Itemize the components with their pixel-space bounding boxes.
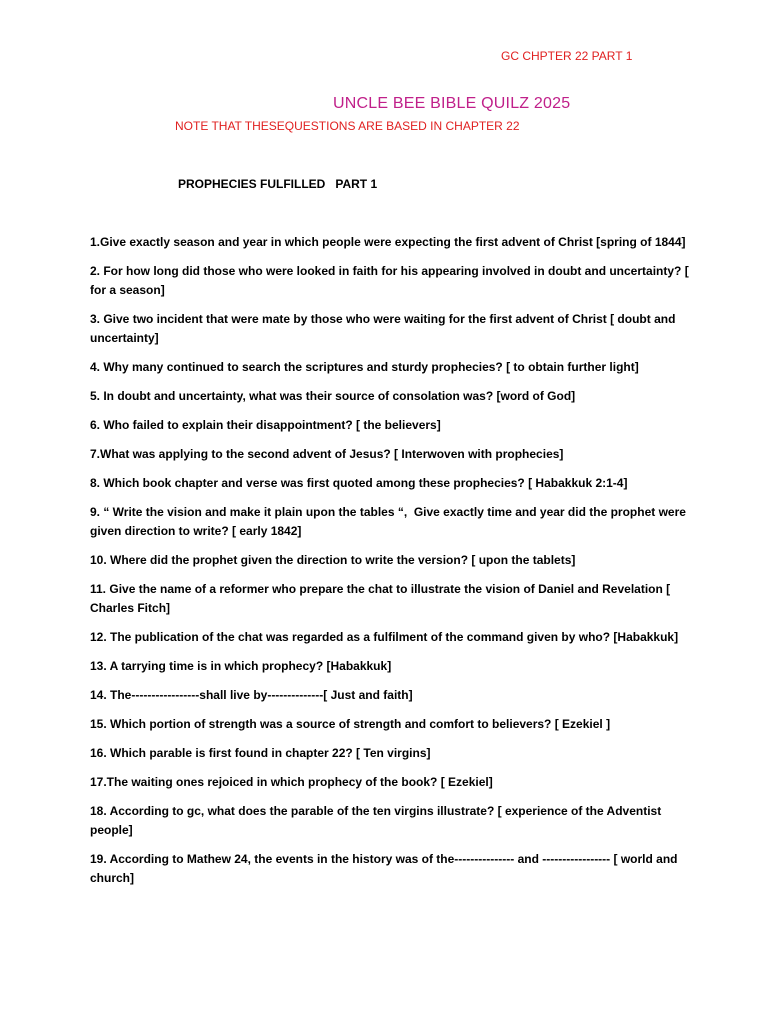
- question-item: 16. Which parable is first found in chapter 22? [ Ten virgins]: [90, 746, 431, 760]
- chapter-note: NOTE THAT THESEQUESTIONS ARE BASED IN CHAPTER 22: [175, 119, 520, 133]
- question-item: 11. Give the name of a reformer who prepare the chat to illustrate the vision of Daniel and Revelation [ Charles Fitch]: [90, 582, 674, 615]
- question-item: 7.What was applying to the second advent of Jesus? [ Interwoven with prophecies]: [90, 447, 564, 461]
- section-heading: PROPHECIES FULFILLED PART 1: [178, 177, 378, 191]
- question-item: 1.Give exactly season and year in which people were expecting the first advent of Christ [spring of 1844]: [90, 235, 686, 249]
- question-item: 2. For how long did those who were looked in faith for his appearing involved in doubt and uncertainty? [ for a season]: [90, 264, 693, 297]
- question-item: 13. A tarrying time is in which prophecy? [Habakkuk]: [90, 659, 392, 673]
- question-list: [90, 233, 693, 898]
- question-item: 19. According to Mathew 24, the events in the history was of the--------------- and ----------------- [ world and church]: [90, 852, 681, 885]
- question-item: 12. The publication of the chat was regarded as a fulfilment of the command given by who? [Habakkuk]: [90, 630, 679, 644]
- question-item: 9. “ Write the vision and make it plain upon the tables “, Give exactly time and year did the prophet were given direction to write? [ early 1842]: [90, 505, 690, 538]
- question-item: 4. Why many continued to search the scriptures and sturdy prophecies? [ to obtain further light]: [90, 360, 639, 374]
- question-item: 3. Give two incident that were mate by those who were waiting for the first advent of Christ [ doubt and uncertainty]: [90, 312, 679, 345]
- question-item: 6. Who failed to explain their disappointment? [ the believers]: [90, 418, 441, 432]
- question-item: 14. The-----------------shall live by--------------[ Just and faith]: [90, 688, 413, 702]
- question-item: 5. In doubt and uncertainty, what was their source of consolation was? [word of God]: [90, 389, 576, 403]
- question-item: 10. Where did the prophet given the direction to write the version? [ upon the tablets]: [90, 553, 576, 567]
- question-item: 15. Which portion of strength was a source of strength and comfort to believers? [ Ezekiel ]: [90, 717, 611, 731]
- page-title: UNCLE BEE BIBLE QUILZ 2025: [333, 95, 571, 112]
- question-item: 18. According to gc, what does the parable of the ten virgins illustrate? [ experience of the Adventist people]: [90, 804, 665, 837]
- question-item: 8. Which book chapter and verse was first quoted among these prophecies? [ Habakkuk 2:1-4]: [90, 476, 628, 490]
- question-item: 17.The waiting ones rejoiced in which prophecy of the book? [ Ezekiel]: [90, 775, 493, 789]
- chapter-tag: GC CHPTER 22 PART 1: [501, 49, 633, 63]
